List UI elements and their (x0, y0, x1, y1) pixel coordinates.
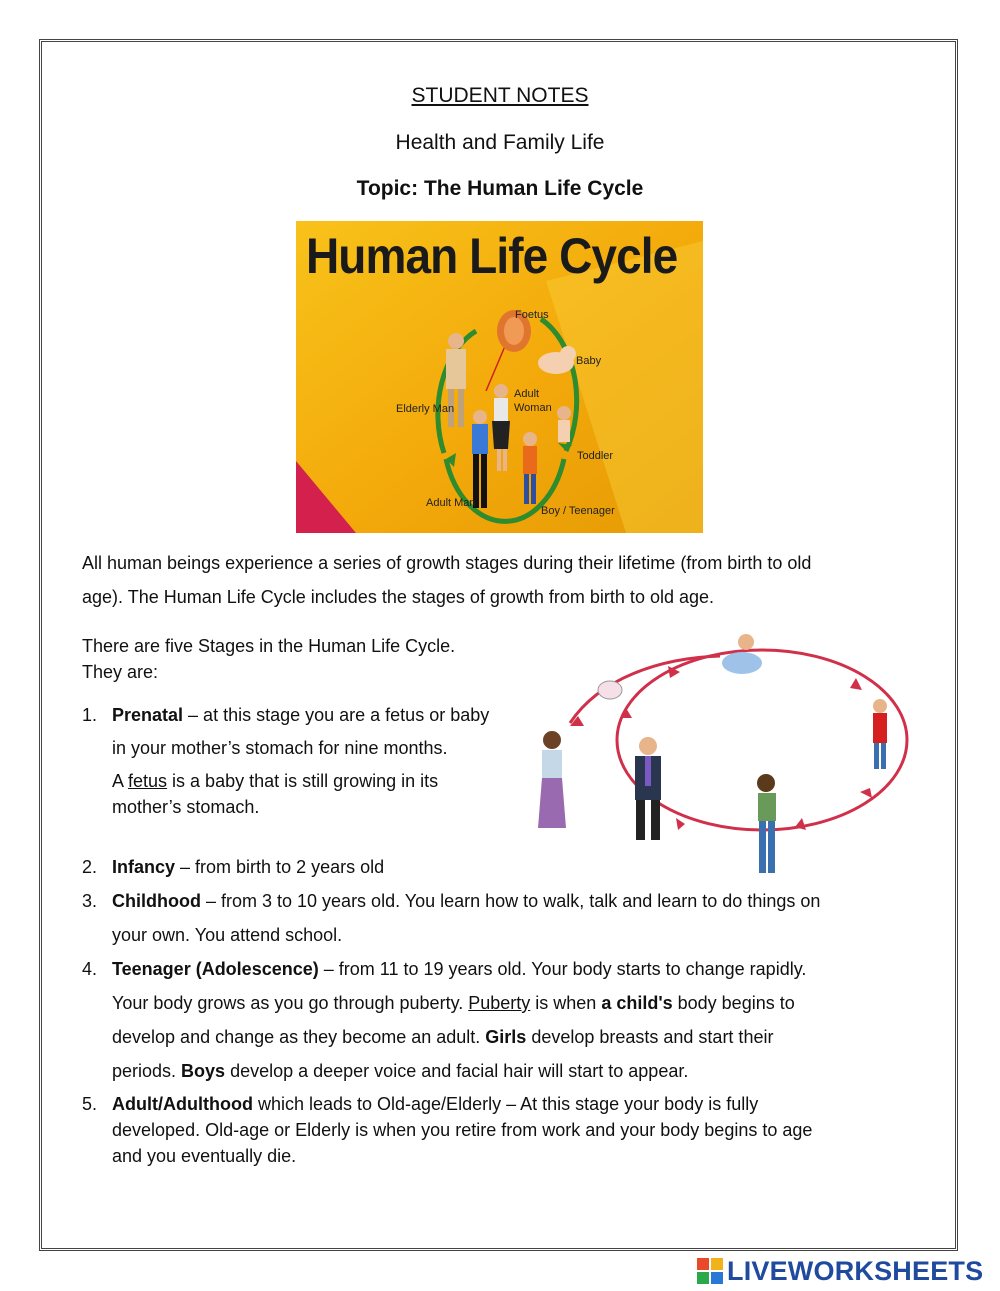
stage-text: – from 11 to 19 years old. Your body starts to change rapidly. (318, 959, 807, 979)
stage-text: is a baby that is still growing in its (167, 771, 439, 791)
stage-text: your own. You attend school. (112, 925, 343, 945)
label-elderly-man: Elderly Man (396, 403, 455, 415)
stage-number: 2. (82, 857, 98, 877)
stage-text: – at this stage you are a fetus or baby (183, 705, 490, 725)
arrow-head (676, 818, 685, 830)
stage-number: 3. (82, 891, 98, 911)
label-adult-man: Adult Man (426, 497, 476, 509)
intro-paragraph (82, 546, 902, 614)
stage-term: Adult/Adulthood (112, 1094, 253, 1114)
stages-intro-line-1: There are five Stages in the Human Life Cycle. (82, 636, 456, 656)
stage-term: Prenatal (112, 705, 184, 725)
puberty-term: Puberty (468, 993, 531, 1013)
stage-number: 5. (82, 1094, 98, 1114)
stage-text: body begins to (672, 993, 795, 1013)
stage-text: develop breasts and start their (526, 1027, 774, 1047)
label-adult-woman-2: Woman (514, 402, 552, 414)
label-toddler: Toddler (577, 450, 614, 462)
stage-text: is when (530, 993, 602, 1013)
stage-text: – from 3 to 10 years old. You learn how to walk, talk and learn to do things on (200, 891, 821, 911)
stage-bold-text: a child's (601, 993, 673, 1013)
teenager-figure (758, 793, 776, 821)
stage-text: in your mother’s stomach for nine months. (112, 738, 448, 758)
intro-line-1: All human beings experience a series of growth stages during their lifetime (from birth to old (82, 553, 812, 573)
stage-term: Teenager (Adolescence) (112, 959, 319, 979)
stage-text: periods. (112, 1061, 182, 1081)
adult-woman-figure (542, 750, 562, 780)
stage-number: 4. (82, 959, 98, 979)
stage-text: develop a deeper voice and facial hair will start to appear. (225, 1061, 689, 1081)
stage-text: develop and change as they become an adult. (112, 1027, 486, 1047)
stage-text: which leads to Old-age/Elderly – At this stage your body is fully (252, 1094, 759, 1114)
child-figure (873, 713, 887, 743)
arrow-head (850, 678, 862, 690)
stage-term: Infancy (112, 857, 176, 877)
stages-intro (82, 633, 455, 685)
arrow-head (860, 788, 872, 798)
stage-number: 1. (82, 705, 98, 725)
logo-icon (697, 1258, 723, 1284)
banner-title: Human Life Cycle (306, 228, 678, 284)
stage-text: – from birth to 2 years old (175, 857, 385, 877)
stage-text: A (112, 771, 129, 791)
liveworksheets-logo (697, 1256, 983, 1286)
stage-text: and you eventually die. (112, 1146, 297, 1166)
stage-bold-text: Boys (181, 1061, 226, 1081)
egg-cell (598, 681, 622, 699)
logo-text: LIVEWORKSHEETS (727, 1255, 984, 1286)
label-adult-woman-1: Adult (514, 388, 540, 400)
subject-heading: Health and Family Life (395, 131, 605, 154)
label-teenager: Boy / Teenager (541, 505, 615, 517)
topic-heading: Topic: The Human Life Cycle (356, 177, 644, 200)
stages-intro-line-2: They are: (82, 662, 159, 682)
label-foetus: Foetus (515, 309, 549, 321)
stage-text: developed. Old-age or Elderly is when you retire from work and your body begins to age (112, 1120, 813, 1140)
life-cycle-banner (296, 221, 703, 533)
stage-text: mother’s stomach. (112, 797, 260, 817)
student-notes-heading: STUDENT NOTES (411, 84, 589, 107)
baby-figure (722, 652, 762, 674)
fetus-term: fetus (128, 771, 168, 791)
stage-bold-text: Girls (485, 1027, 527, 1047)
arrow-head (620, 708, 632, 718)
intro-line-2: age). The Human Life Cycle includes the stages of growth from birth to old age. (82, 587, 715, 607)
life-cycle-illustration (530, 628, 910, 878)
label-baby: Baby (576, 355, 602, 367)
stage-term: Childhood (112, 891, 201, 911)
stage-text: Your body grows as you go through puberty. (112, 993, 469, 1013)
